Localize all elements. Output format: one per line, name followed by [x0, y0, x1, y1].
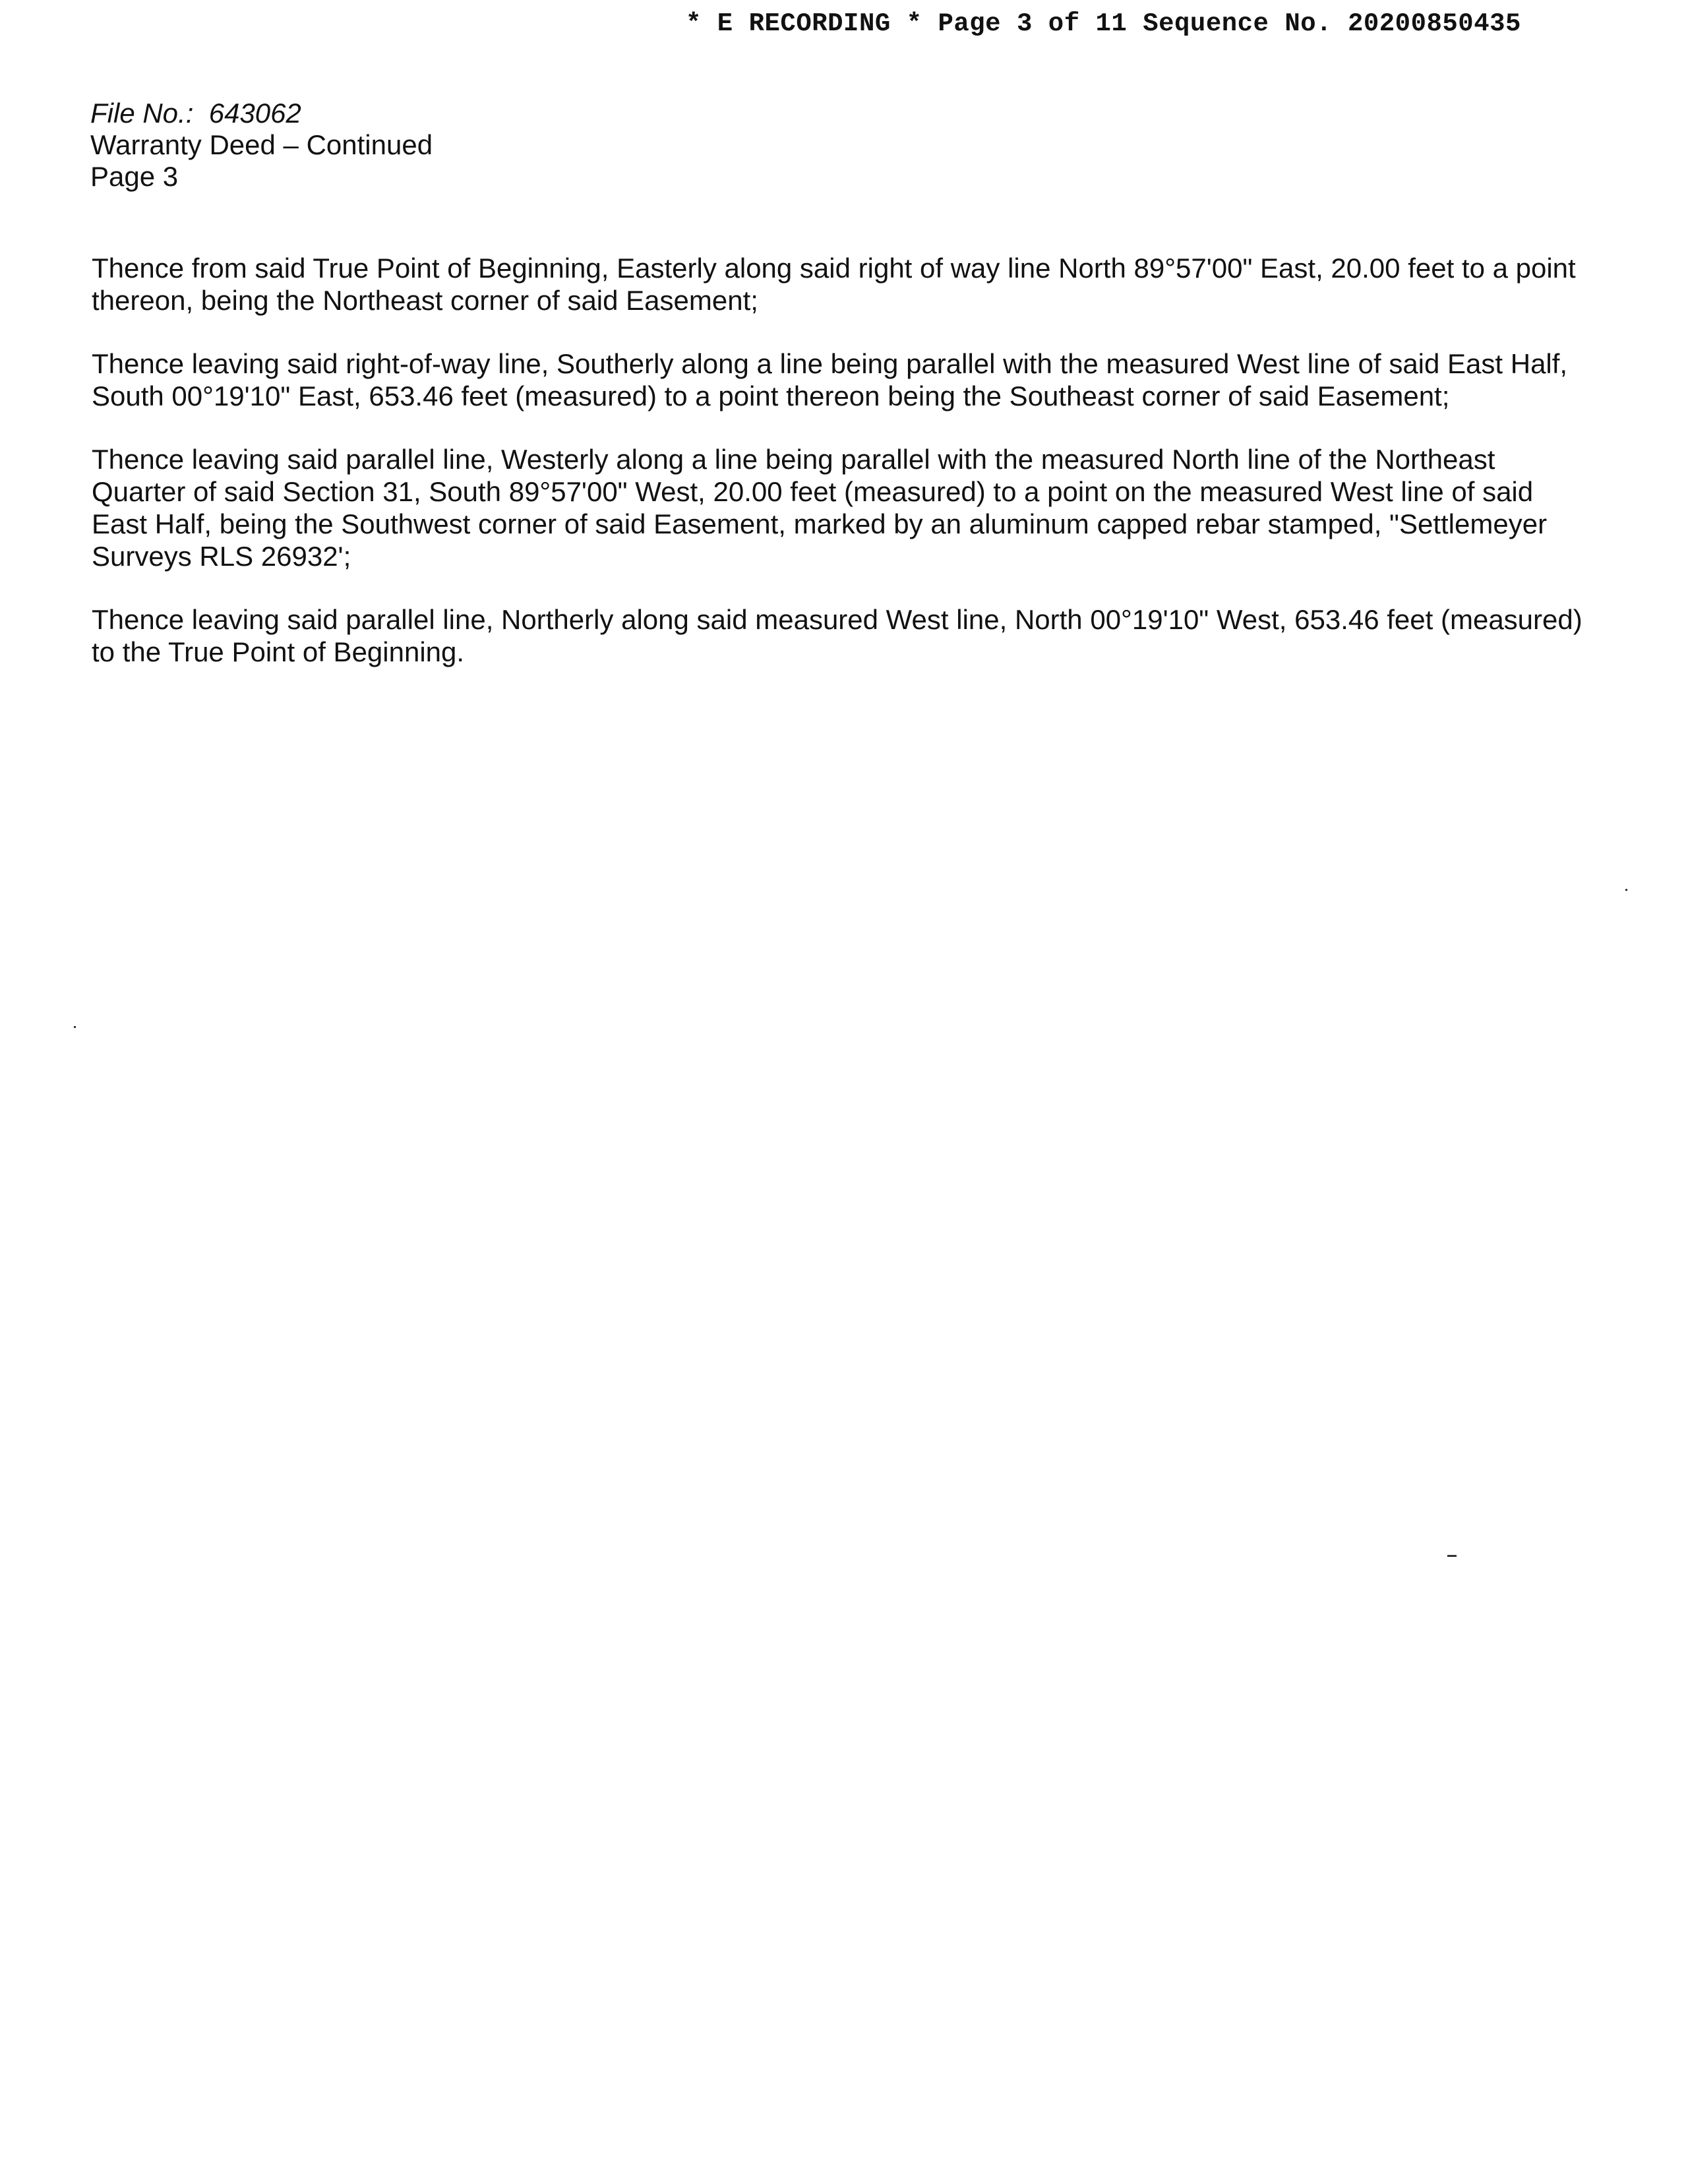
paragraph-3: Thence leaving said parallel line, Westerly along a line being parallel with the measured North line of the Northeast Quarter of said Section 31, South 89°57'00" West, 20.00 feet (measured) to a point on the measured West line of said East Half, being the Southwest corner of said Easement, marked by an aluminum capped rebar stamped, "Settlemeyer Surveys RLS 26932';	[92, 444, 1548, 572]
paragraph-4: Thence leaving said parallel line, Northerly along said measured West line, North 00°19'10" West, 653.46 feet (measured) to the True Point of Beginning.	[92, 604, 1582, 667]
scan-speck	[74, 1026, 76, 1028]
file-number-line	[90, 98, 433, 129]
scan-speck	[1625, 889, 1627, 891]
legal-description	[92, 252, 1588, 699]
paragraph-2: Thence leaving said right-of-way line, Southerly along a line being parallel with the measured West line of said East Half, South 00°19'10" East, 653.46 feet (measured) to a point thereon being the Southeast corner of said Easement;	[92, 348, 1568, 411]
document-title: Warranty Deed – Continued	[90, 129, 433, 160]
file-number: 643062	[208, 98, 301, 129]
recording-header: * E RECORDING * Page 3 of 11 Sequence No. 20200850435	[686, 9, 1521, 38]
file-info-block	[90, 98, 433, 193]
scan-speck	[1447, 1555, 1457, 1557]
paragraph-1: Thence from said True Point of Beginning, Easterly along said right of way line North 89°57'00" East, 20.00 feet to a point thereon, being the Northeast corner of said Easement;	[92, 253, 1576, 316]
file-number-label: File No.:	[90, 98, 194, 129]
page-label: Page 3	[90, 161, 179, 192]
